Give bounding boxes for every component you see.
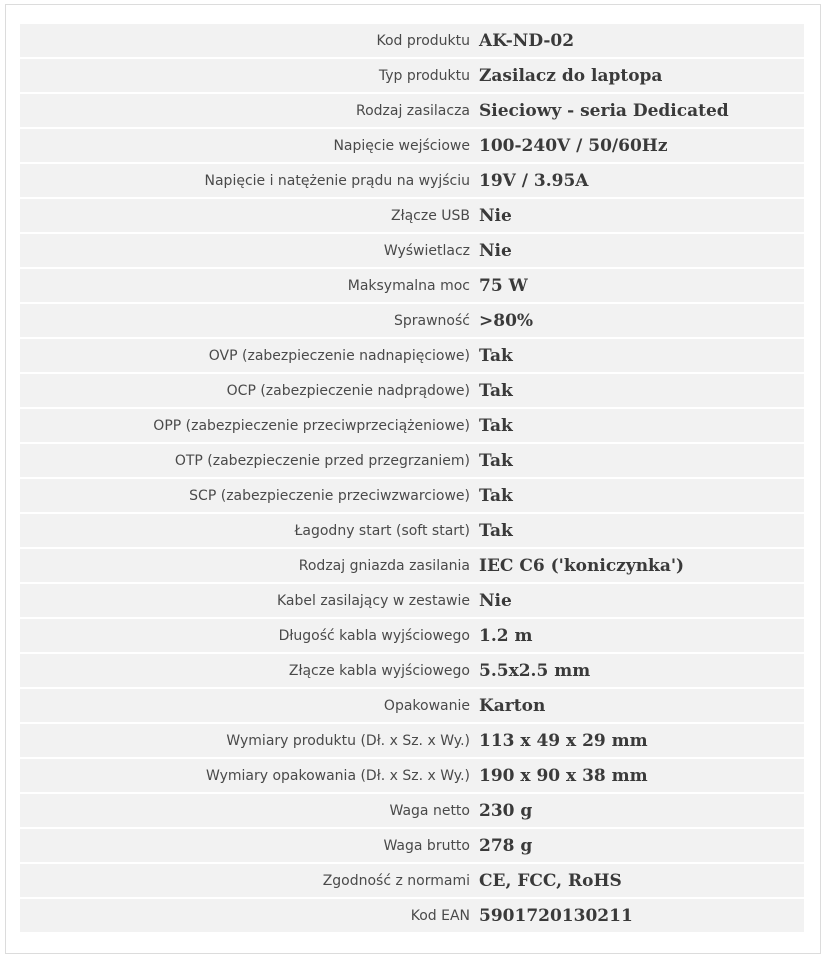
spec-row [20,584,804,617]
spec-row [20,409,804,442]
spec-label: Łagodny start (soft start) [20,514,474,547]
spec-label: OPP (zabezpieczenie przeciwprzeciążeniowe) [20,409,474,442]
spec-row [20,339,804,372]
spec-value: >80% [474,304,804,337]
spec-row [20,654,804,687]
spec-label: Opakowanie [20,689,474,722]
spec-value: 278 g [474,829,804,862]
spec-row [20,234,804,267]
spec-value: Tak [474,409,804,442]
spec-label: Wymiary produktu (Dł. x Sz. x Wy.) [20,724,474,757]
spec-label: Kod EAN [20,899,474,932]
spec-label: Typ produktu [20,59,474,92]
spec-row [20,689,804,722]
spec-table [20,22,804,934]
spec-value: Sieciowy - seria Dedicated [474,94,804,127]
spec-row [20,479,804,512]
spec-label: Waga brutto [20,829,474,862]
spec-value: 19V / 3.95A [474,164,804,197]
spec-value: Zasilacz do laptopa [474,59,804,92]
spec-table-body [20,24,804,932]
spec-label: Sprawność [20,304,474,337]
spec-row [20,829,804,862]
spec-value: 1.2 m [474,619,804,652]
spec-label: Kod produktu [20,24,474,57]
spec-row [20,129,804,162]
spec-value: CE, FCC, RoHS [474,864,804,897]
spec-value: IEC C6 ('koniczynka') [474,549,804,582]
spec-row [20,164,804,197]
spec-value: Karton [474,689,804,722]
spec-value: 5.5x2.5 mm [474,654,804,687]
spec-value: 75 W [474,269,804,302]
spec-row [20,444,804,477]
spec-value: 230 g [474,794,804,827]
spec-row [20,759,804,792]
spec-label: Rodzaj zasilacza [20,94,474,127]
spec-value: Tak [474,444,804,477]
spec-row [20,864,804,897]
spec-label: SCP (zabezpieczenie przeciwzwarciowe) [20,479,474,512]
spec-value: 5901720130211 [474,899,804,932]
spec-row [20,269,804,302]
spec-row [20,549,804,582]
spec-value: Tak [474,514,804,547]
spec-row [20,514,804,547]
spec-label: Rodzaj gniazda zasilania [20,549,474,582]
spec-label: Wyświetlacz [20,234,474,267]
spec-label: Wymiary opakowania (Dł. x Sz. x Wy.) [20,759,474,792]
spec-row [20,199,804,232]
spec-value: 100-240V / 50/60Hz [474,129,804,162]
spec-row [20,724,804,757]
spec-row [20,304,804,337]
spec-label: Złącze USB [20,199,474,232]
spec-row [20,94,804,127]
spec-label: Długość kabla wyjściowego [20,619,474,652]
spec-row [20,59,804,92]
spec-value: 190 x 90 x 38 mm [474,759,804,792]
spec-row [20,899,804,932]
spec-value: 113 x 49 x 29 mm [474,724,804,757]
spec-value: Tak [474,479,804,512]
spec-label: Złącze kabla wyjściowego [20,654,474,687]
spec-label: Waga netto [20,794,474,827]
spec-value: Tak [474,339,804,372]
spec-row [20,794,804,827]
spec-value: Nie [474,199,804,232]
spec-label: Napięcie wejściowe [20,129,474,162]
spec-label: OTP (zabezpieczenie przed przegrzaniem) [20,444,474,477]
spec-label: OCP (zabezpieczenie nadprądowe) [20,374,474,407]
spec-label: Maksymalna moc [20,269,474,302]
spec-row [20,374,804,407]
spec-value: Tak [474,374,804,407]
spec-value: Nie [474,234,804,267]
spec-label: Zgodność z normami [20,864,474,897]
spec-row [20,24,804,57]
spec-label: OVP (zabezpieczenie nadnapięciowe) [20,339,474,372]
spec-label: Kabel zasilający w zestawie [20,584,474,617]
spec-value: Nie [474,584,804,617]
spec-value: AK-ND-02 [474,24,804,57]
spec-label: Napięcie i natężenie prądu na wyjściu [20,164,474,197]
spec-row [20,619,804,652]
